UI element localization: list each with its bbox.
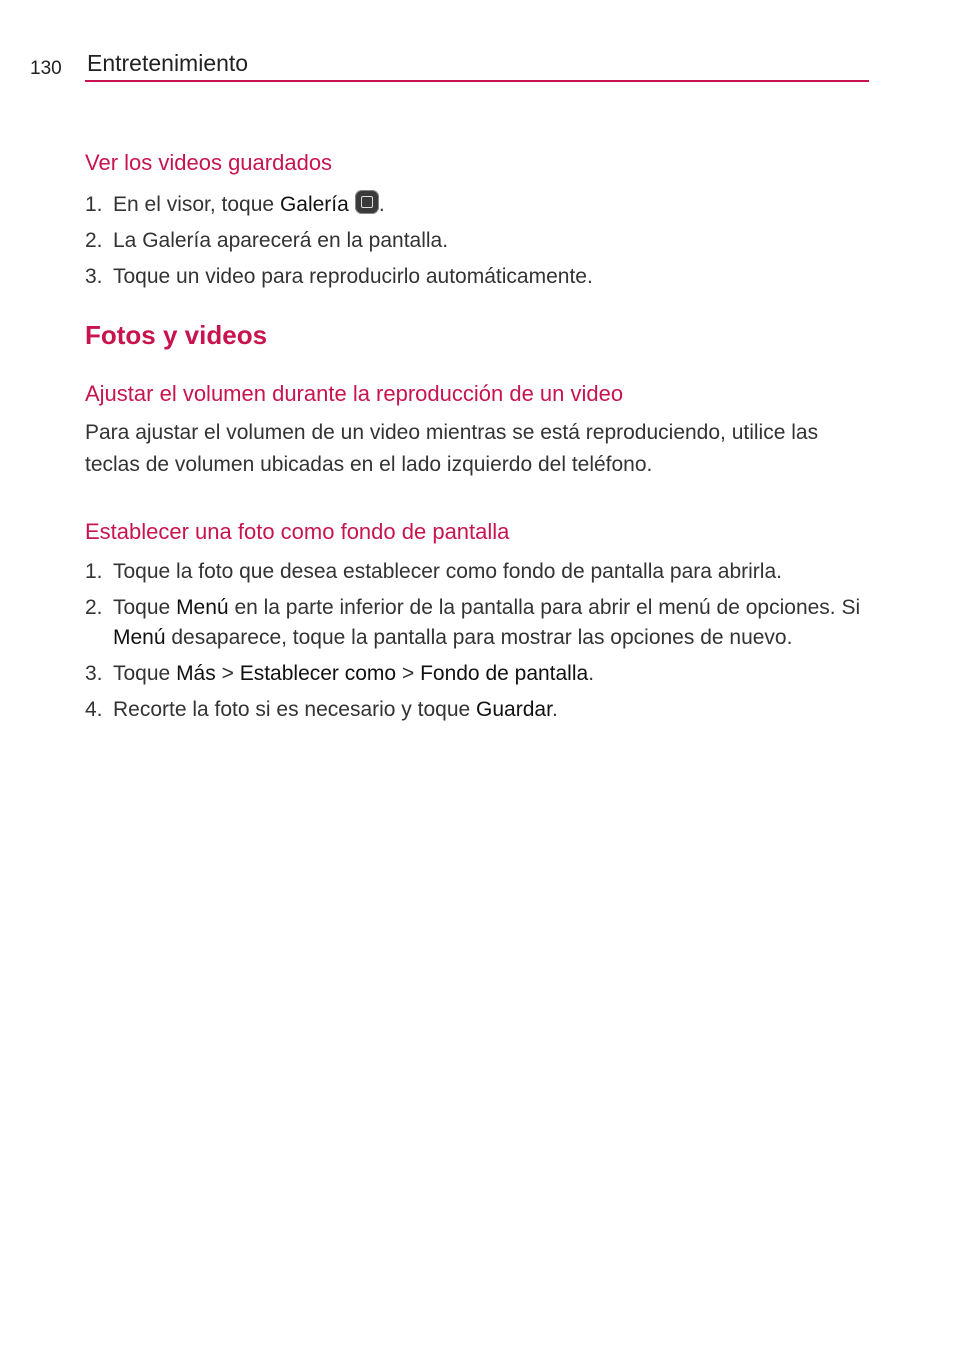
keyword-guardar: Guardar bbox=[476, 698, 552, 721]
step-text: Toque bbox=[113, 596, 171, 619]
step-number: 3. bbox=[85, 265, 103, 288]
page-number: 130 bbox=[30, 58, 62, 79]
step-number: 3. bbox=[85, 662, 103, 685]
list-item bbox=[85, 190, 875, 220]
keyword-fondo-de-pantalla: Fondo de pantalla bbox=[420, 662, 589, 685]
heading-wallpaper: Establecer una foto como fondo de pantalla bbox=[85, 519, 510, 544]
list-item bbox=[85, 557, 875, 587]
step-number: 4. bbox=[85, 698, 103, 721]
step-text: desaparece, toque la pantalla para mostrar las opciones de nuevo. bbox=[171, 626, 793, 649]
separator: > bbox=[221, 662, 234, 685]
step-number: 2. bbox=[85, 596, 103, 619]
keyword-establecer-como: Establecer como bbox=[239, 662, 397, 685]
separator: > bbox=[401, 662, 415, 685]
list-item bbox=[85, 659, 875, 689]
keyword-menu: Menú bbox=[176, 596, 229, 619]
keyword-menu: Menú bbox=[113, 626, 166, 649]
heading-volume: Ajustar el volumen durante la reproducción de un video bbox=[85, 381, 624, 406]
list-item bbox=[85, 262, 875, 292]
list-item bbox=[85, 593, 875, 653]
wallpaper-steps bbox=[85, 557, 875, 725]
step-text: Toque un video para reproducirlo automáticamente. bbox=[113, 265, 593, 288]
step-text: La Galería aparecerá en la pantalla. bbox=[113, 229, 449, 252]
gallery-icon bbox=[355, 190, 379, 214]
step-text-end: . bbox=[378, 193, 385, 216]
heading-photos-videos: Fotos y videos bbox=[85, 320, 268, 350]
step-number: 2. bbox=[85, 229, 103, 252]
step-text: Toque la foto que desea establecer como fondo de pantalla para abrirla. bbox=[113, 560, 782, 583]
keyword-mas: Más bbox=[176, 662, 216, 685]
list-item bbox=[85, 695, 875, 725]
step-text: Toque bbox=[113, 662, 171, 685]
step-text-end: . bbox=[588, 662, 595, 685]
step-number: 1. bbox=[85, 193, 103, 216]
step-text: en la parte inferior de la pantalla para abrir el menú de opciones. Si bbox=[234, 596, 861, 619]
step-text: En el visor, toque bbox=[113, 193, 275, 216]
step-text: Recorte la foto si es necesario y toque bbox=[113, 698, 471, 721]
keyword-galeria: Galería bbox=[279, 193, 349, 216]
volume-paragraph: Para ajustar el volumen de un video mientras se está reproduciendo, utilice las teclas de volumen ubicadas en el lado izquierdo del teléfono. bbox=[85, 421, 819, 476]
saved-videos-steps bbox=[85, 190, 875, 292]
page-content bbox=[85, 150, 875, 731]
step-text-end: . bbox=[551, 698, 558, 721]
header-rule bbox=[85, 80, 869, 82]
list-item bbox=[85, 226, 875, 256]
running-head: Entretenimiento bbox=[87, 50, 249, 76]
heading-saved-videos: Ver los videos guardados bbox=[85, 150, 333, 175]
step-number: 1. bbox=[85, 560, 103, 583]
